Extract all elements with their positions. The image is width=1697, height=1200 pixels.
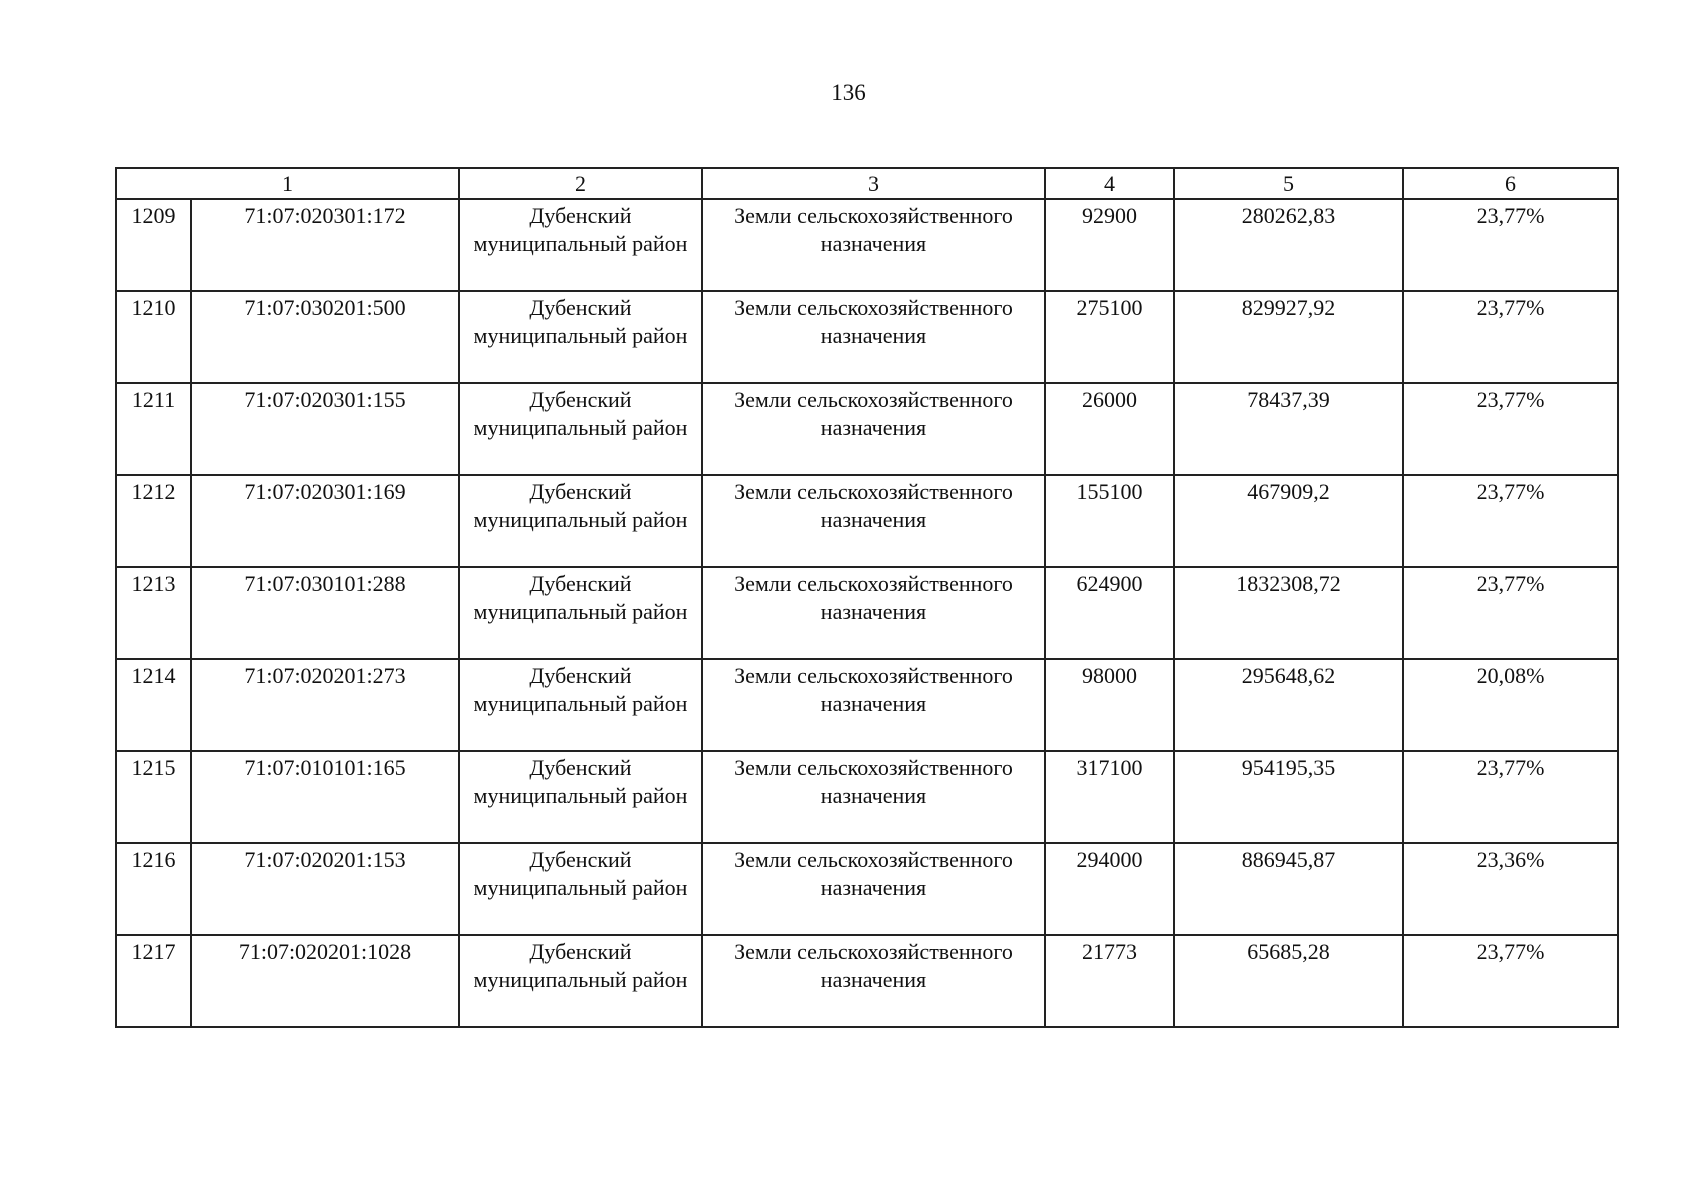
cadastral-value-cell: 1832308,72 xyxy=(1174,567,1403,659)
row-number-cell: 1216 xyxy=(116,843,191,935)
area-cell: 294000 xyxy=(1045,843,1174,935)
column-header-6: 6 xyxy=(1403,168,1618,199)
column-header-4: 4 xyxy=(1045,168,1174,199)
area-cell: 98000 xyxy=(1045,659,1174,751)
table-header-row xyxy=(116,168,1618,199)
cadastral-number-cell: 71:07:030201:500 xyxy=(191,291,459,383)
land-category-cell: Земли сельскохозяйственного назначения xyxy=(702,659,1045,751)
table-row xyxy=(116,291,1618,383)
area-cell: 155100 xyxy=(1045,475,1174,567)
land-category-cell: Земли сельскохозяйственного назначения xyxy=(702,291,1045,383)
cadastral-number-cell: 71:07:020201:273 xyxy=(191,659,459,751)
table-body xyxy=(116,168,1618,1027)
cadastral-value-cell: 829927,92 xyxy=(1174,291,1403,383)
row-number-cell: 1213 xyxy=(116,567,191,659)
area-cell: 624900 xyxy=(1045,567,1174,659)
area-cell: 317100 xyxy=(1045,751,1174,843)
cadastral-value-cell: 295648,62 xyxy=(1174,659,1403,751)
land-category-cell: Земли сельскохозяйственного назначения xyxy=(702,475,1045,567)
land-category-cell: Земли сельскохозяйственного назначения xyxy=(702,199,1045,291)
land-category-cell: Земли сельскохозяйственного назначения xyxy=(702,567,1045,659)
land-category-cell: Земли сельскохозяйственного назначения xyxy=(702,383,1045,475)
table-row xyxy=(116,659,1618,751)
district-cell: Дубенский муниципальный район xyxy=(459,567,702,659)
district-cell: Дубенский муниципальный район xyxy=(459,199,702,291)
cadastral-value-cell: 954195,35 xyxy=(1174,751,1403,843)
page-number: 136 xyxy=(831,80,866,105)
cadastral-number-cell: 71:07:030101:288 xyxy=(191,567,459,659)
column-header-3: 3 xyxy=(702,168,1045,199)
rate-cell: 20,08% xyxy=(1403,659,1618,751)
rate-cell: 23,77% xyxy=(1403,199,1618,291)
rate-cell: 23,77% xyxy=(1403,567,1618,659)
land-category-cell: Земли сельскохозяйственного назначения xyxy=(702,843,1045,935)
cadastral-number-cell: 71:07:020301:169 xyxy=(191,475,459,567)
rate-cell: 23,77% xyxy=(1403,751,1618,843)
table-row xyxy=(116,567,1618,659)
cadastral-number-cell: 71:07:010101:165 xyxy=(191,751,459,843)
row-number-cell: 1217 xyxy=(116,935,191,1027)
table-row xyxy=(116,843,1618,935)
table-row xyxy=(116,383,1618,475)
area-cell: 275100 xyxy=(1045,291,1174,383)
cadastral-number-cell: 71:07:020301:155 xyxy=(191,383,459,475)
row-number-cell: 1214 xyxy=(116,659,191,751)
area-cell: 26000 xyxy=(1045,383,1174,475)
cadastral-value-cell: 65685,28 xyxy=(1174,935,1403,1027)
column-header-1: 1 xyxy=(116,168,459,199)
district-cell: Дубенский муниципальный район xyxy=(459,291,702,383)
cadastral-number-cell: 71:07:020301:172 xyxy=(191,199,459,291)
column-header-2: 2 xyxy=(459,168,702,199)
cadastral-number-cell: 71:07:020201:1028 xyxy=(191,935,459,1027)
table-row xyxy=(116,935,1618,1027)
land-category-cell: Земли сельскохозяйственного назначения xyxy=(702,935,1045,1027)
table-row xyxy=(116,199,1618,291)
cadastral-value-cell: 78437,39 xyxy=(1174,383,1403,475)
cadastral-value-cell: 467909,2 xyxy=(1174,475,1403,567)
cadastral-value-cell: 280262,83 xyxy=(1174,199,1403,291)
table-row xyxy=(116,475,1618,567)
cadastral-value-cell: 886945,87 xyxy=(1174,843,1403,935)
district-cell: Дубенский муниципальный район xyxy=(459,843,702,935)
row-number-cell: 1210 xyxy=(116,291,191,383)
cadastral-number-cell: 71:07:020201:153 xyxy=(191,843,459,935)
row-number-cell: 1212 xyxy=(116,475,191,567)
district-cell: Дубенский муниципальный район xyxy=(459,935,702,1027)
table-row xyxy=(116,751,1618,843)
column-header-5: 5 xyxy=(1174,168,1403,199)
district-cell: Дубенский муниципальный район xyxy=(459,751,702,843)
rate-cell: 23,77% xyxy=(1403,935,1618,1027)
district-cell: Дубенский муниципальный район xyxy=(459,475,702,567)
rate-cell: 23,77% xyxy=(1403,383,1618,475)
row-number-cell: 1211 xyxy=(116,383,191,475)
land-category-cell: Земли сельскохозяйственного назначения xyxy=(702,751,1045,843)
rate-cell: 23,36% xyxy=(1403,843,1618,935)
row-number-cell: 1215 xyxy=(116,751,191,843)
area-cell: 21773 xyxy=(1045,935,1174,1027)
row-number-cell: 1209 xyxy=(116,199,191,291)
area-cell: 92900 xyxy=(1045,199,1174,291)
district-cell: Дубенский муниципальный район xyxy=(459,659,702,751)
land-registry-table xyxy=(115,167,1619,1028)
rate-cell: 23,77% xyxy=(1403,475,1618,567)
rate-cell: 23,77% xyxy=(1403,291,1618,383)
district-cell: Дубенский муниципальный район xyxy=(459,383,702,475)
